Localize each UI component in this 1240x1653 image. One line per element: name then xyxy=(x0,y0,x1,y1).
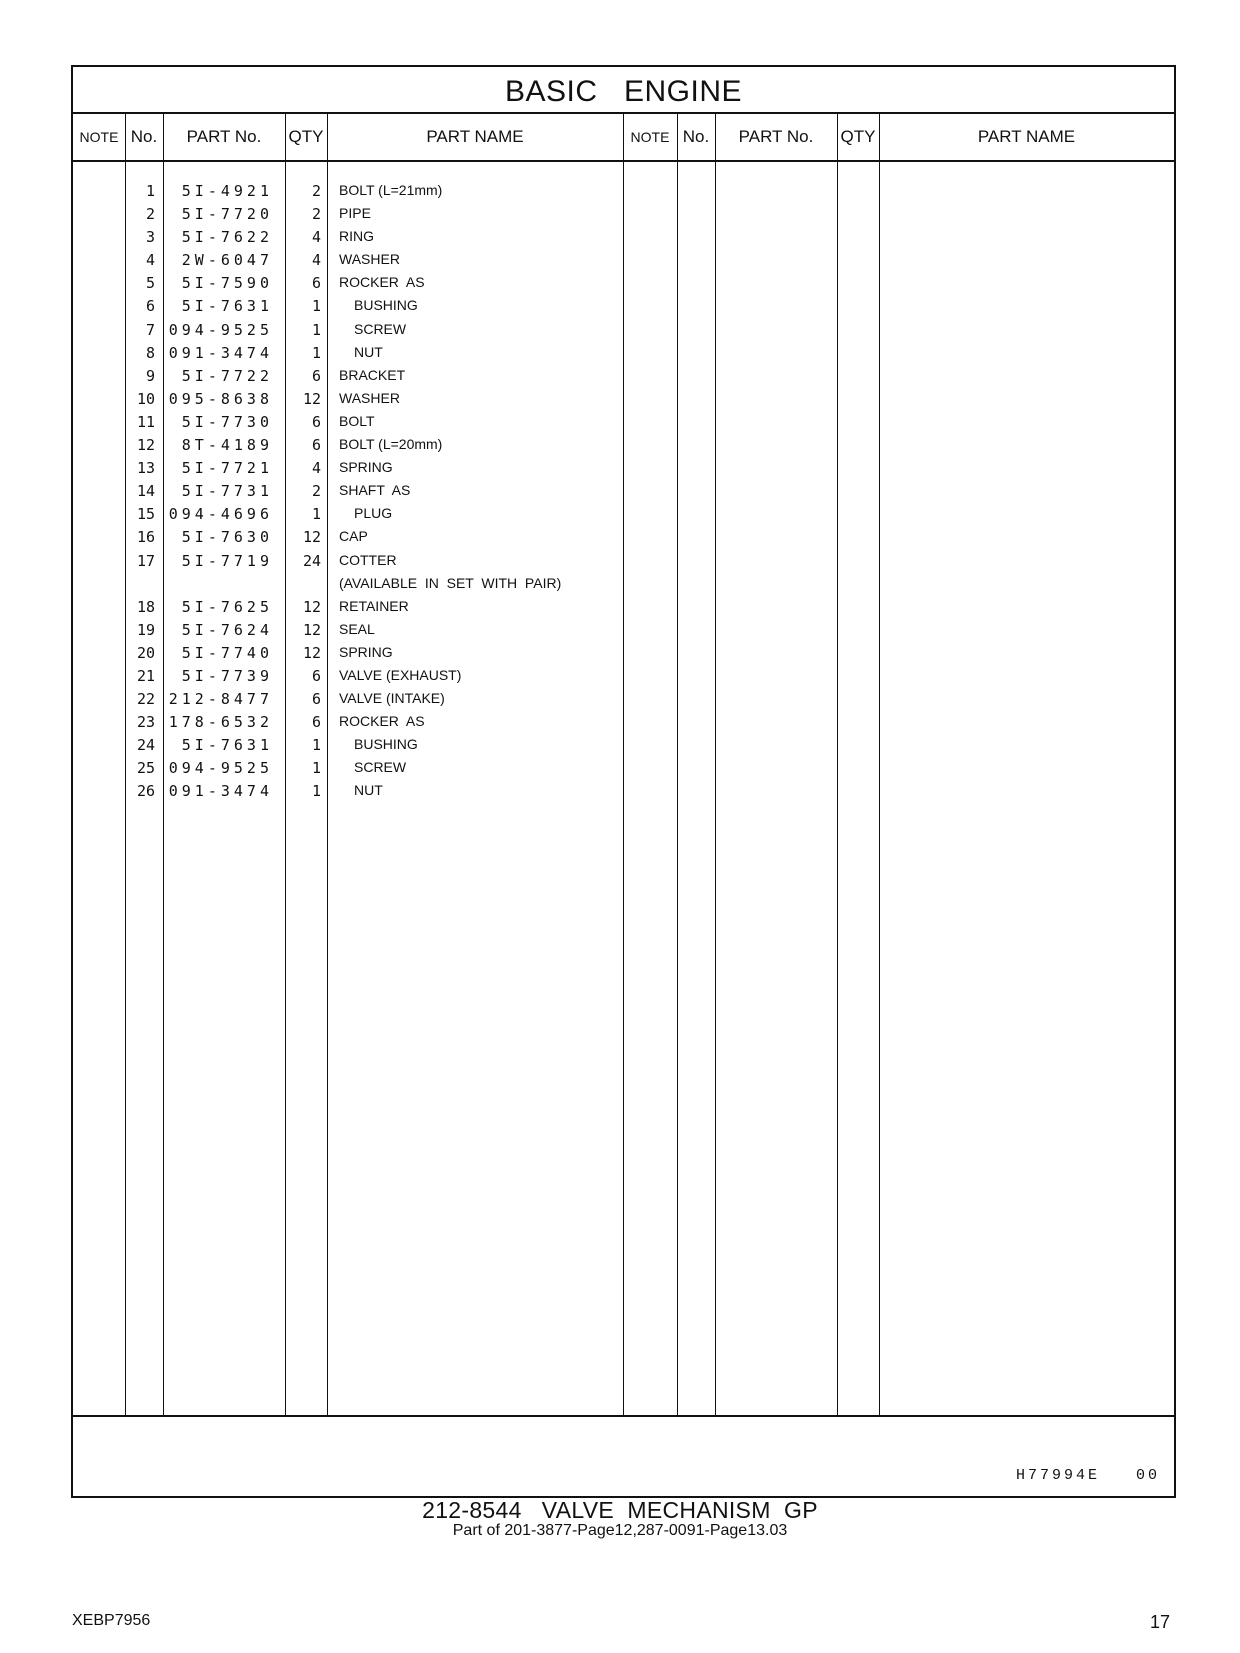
part-number: 5I-7590 xyxy=(181,274,273,293)
part-quantity: 6 xyxy=(311,436,321,455)
table-row xyxy=(73,503,633,526)
part-number-index: 10 xyxy=(136,389,155,408)
table-row xyxy=(73,619,633,642)
part-name: NUT xyxy=(354,782,383,799)
part-name: PLUG xyxy=(354,505,393,522)
part-number: 5I-7631 xyxy=(181,736,273,755)
part-number-index: 16 xyxy=(136,528,155,547)
part-number-index: 1 xyxy=(145,182,155,200)
part-quantity: 1 xyxy=(311,736,321,755)
part-number-index: 22 xyxy=(136,690,155,709)
page-number: 17 xyxy=(1149,1612,1170,1632)
group-title: 212-8544 VALVE MECHANISM GP xyxy=(422,1497,818,1523)
part-number: 5I-7720 xyxy=(181,205,273,224)
part-number: 094-9525 xyxy=(168,759,273,778)
part-number: 094-9525 xyxy=(168,320,273,339)
illustration-reference-code: H77994E 00 xyxy=(1015,1467,1160,1484)
divider-no-part-right xyxy=(715,114,716,1415)
table-row xyxy=(73,665,633,688)
part-number-index: 9 xyxy=(145,366,155,385)
part-quantity: 6 xyxy=(311,274,321,293)
part-quantity: 1 xyxy=(311,782,321,801)
table-row xyxy=(73,757,633,780)
part-name: CAP xyxy=(339,528,368,545)
part-quantity: 6 xyxy=(311,366,321,385)
part-number: 5I-7731 xyxy=(181,482,273,501)
table-row xyxy=(73,249,633,272)
table-row xyxy=(73,319,633,342)
part-number: 091-3474 xyxy=(168,782,273,801)
part-number-index: 7 xyxy=(145,320,155,339)
col-part-no-right: PART No. xyxy=(738,127,814,146)
part-quantity: 2 xyxy=(311,182,321,200)
part-number: 5I-4921 xyxy=(181,182,273,200)
col-part-name-left: PART NAME xyxy=(426,127,524,146)
part-name: SCREW xyxy=(354,759,407,776)
part-name: RING xyxy=(339,228,374,245)
table-row xyxy=(73,573,633,596)
part-quantity: 12 xyxy=(302,597,321,616)
col-no-left: No. xyxy=(130,127,158,146)
part-number-index: 11 xyxy=(136,412,155,431)
table-row xyxy=(73,388,633,411)
part-quantity: 12 xyxy=(302,620,321,639)
table-row xyxy=(73,434,633,457)
table-row xyxy=(73,550,633,573)
part-number-index: 21 xyxy=(136,666,155,685)
col-part-no-left: PART No. xyxy=(186,127,262,146)
table-row xyxy=(73,734,633,757)
col-note-left: NOTE xyxy=(79,129,119,145)
part-name: ROCKER AS xyxy=(339,274,425,291)
document-id: XEBP7956 xyxy=(72,1612,151,1629)
part-number: 5I-7719 xyxy=(181,551,273,570)
col-qty-left: QTY xyxy=(288,127,324,146)
part-quantity: 1 xyxy=(311,505,321,524)
part-number-index: 4 xyxy=(145,251,155,270)
part-name: WASHER xyxy=(339,389,400,406)
part-number: 5I-7624 xyxy=(181,620,273,639)
part-number: 212-8477 xyxy=(168,690,273,709)
col-note-right: NOTE xyxy=(630,129,670,145)
part-number-index: 12 xyxy=(136,436,155,455)
part-name: SHAFT AS xyxy=(339,482,411,499)
table-row xyxy=(73,226,633,249)
table-row xyxy=(73,642,633,665)
part-number: 094-4696 xyxy=(168,505,273,524)
table-row xyxy=(73,203,633,226)
col-qty-right: QTY xyxy=(840,127,876,146)
part-number-index: 24 xyxy=(136,736,155,755)
table-row xyxy=(73,457,633,480)
part-name: PIPE xyxy=(339,205,371,222)
part-quantity: 4 xyxy=(311,228,321,247)
part-number-index: 23 xyxy=(136,713,155,732)
part-number-index: 8 xyxy=(145,343,155,362)
table-bottom-rule xyxy=(73,1415,1174,1417)
part-name: RETAINER xyxy=(339,597,409,614)
part-name: SEAL xyxy=(339,620,375,637)
part-quantity: 6 xyxy=(311,412,321,431)
parts-list xyxy=(73,180,633,804)
parts-table-frame xyxy=(71,65,1176,1498)
part-number-index: 18 xyxy=(136,597,155,616)
part-quantity: 6 xyxy=(311,713,321,732)
part-name: BOLT (L=21mm) xyxy=(339,182,443,198)
part-quantity: 1 xyxy=(311,297,321,316)
part-number-index: 25 xyxy=(136,759,155,778)
table-row xyxy=(73,688,633,711)
part-number: 5I-7625 xyxy=(181,597,273,616)
part-name: NUT xyxy=(354,343,383,360)
part-name: VALVE (EXHAUST) xyxy=(339,666,462,683)
table-row xyxy=(73,480,633,503)
table-row xyxy=(73,526,633,549)
part-number-index: 15 xyxy=(136,505,155,524)
part-quantity: 2 xyxy=(311,482,321,501)
part-number: 095-8638 xyxy=(168,389,273,408)
part-number: 5I-7740 xyxy=(181,643,273,662)
part-name: VALVE (INTAKE) xyxy=(339,690,445,707)
part-name: BRACKET xyxy=(339,366,406,383)
part-quantity: 1 xyxy=(311,320,321,339)
part-number-index: 3 xyxy=(145,228,155,247)
table-row xyxy=(73,272,633,295)
table-row xyxy=(73,342,633,365)
part-name: BOLT (L=20mm) xyxy=(339,436,443,453)
part-name: SCREW xyxy=(354,320,407,337)
part-number: 8T-4189 xyxy=(181,436,273,455)
table-row xyxy=(73,411,633,434)
part-quantity: 4 xyxy=(311,251,321,270)
part-quantity: 1 xyxy=(311,343,321,362)
table-row xyxy=(73,180,633,203)
part-number: 5I-7721 xyxy=(181,459,273,478)
part-quantity: 12 xyxy=(302,528,321,547)
part-name: WASHER xyxy=(339,251,400,268)
table-row xyxy=(73,365,633,388)
table-row xyxy=(73,711,633,734)
part-quantity: 4 xyxy=(311,459,321,478)
part-number-index: 26 xyxy=(136,782,155,801)
part-number-index: 19 xyxy=(136,620,155,639)
part-number: 091-3474 xyxy=(168,343,273,362)
divider-note-no-right xyxy=(677,114,678,1415)
part-quantity: 24 xyxy=(302,551,321,570)
part-number: 5I-7722 xyxy=(181,366,273,385)
part-quantity: 1 xyxy=(311,759,321,778)
part-number: 178-6532 xyxy=(168,713,273,732)
part-number-index: 6 xyxy=(145,297,155,316)
divider-qty-name-right xyxy=(879,114,880,1415)
part-number: 5I-7630 xyxy=(181,528,273,547)
table-row xyxy=(73,295,633,318)
part-name: BUSHING xyxy=(354,297,418,314)
part-name: (AVAILABLE IN SET WITH PAIR) xyxy=(339,574,562,591)
col-part-name-right: PART NAME xyxy=(977,127,1076,146)
part-name: ROCKER AS xyxy=(339,713,425,730)
section-title: BASIC ENGINE xyxy=(73,67,1174,114)
part-quantity: 6 xyxy=(311,690,321,709)
part-number: 5I-7739 xyxy=(181,666,273,685)
part-quantity: 6 xyxy=(311,666,321,685)
col-no-right: No. xyxy=(682,127,710,146)
part-name: BUSHING xyxy=(354,736,418,753)
part-number: 2W-6047 xyxy=(181,251,273,270)
part-quantity: 12 xyxy=(302,389,321,408)
part-number-index: 13 xyxy=(136,459,155,478)
part-number: 5I-7730 xyxy=(181,412,273,431)
part-number-index: 20 xyxy=(136,643,155,662)
part-number-index: 17 xyxy=(136,551,155,570)
part-number: 5I-7622 xyxy=(181,228,273,247)
part-number-index: 14 xyxy=(136,482,155,501)
table-row xyxy=(73,780,633,803)
part-name: BOLT xyxy=(339,412,375,429)
part-number-index: 2 xyxy=(145,205,155,224)
part-number: 5I-7631 xyxy=(181,297,273,316)
part-name: SPRING xyxy=(339,459,393,476)
group-subtitle: Part of 201-3877-Page12,287-0091-Page13.03 xyxy=(452,1522,788,1539)
table-row xyxy=(73,596,633,619)
part-name: SPRING xyxy=(339,643,393,660)
part-name: COTTER xyxy=(339,551,397,568)
part-quantity: 12 xyxy=(302,643,321,662)
divider-part-qty-right xyxy=(837,114,838,1415)
part-number-index: 5 xyxy=(145,274,155,293)
part-quantity: 2 xyxy=(311,205,321,224)
